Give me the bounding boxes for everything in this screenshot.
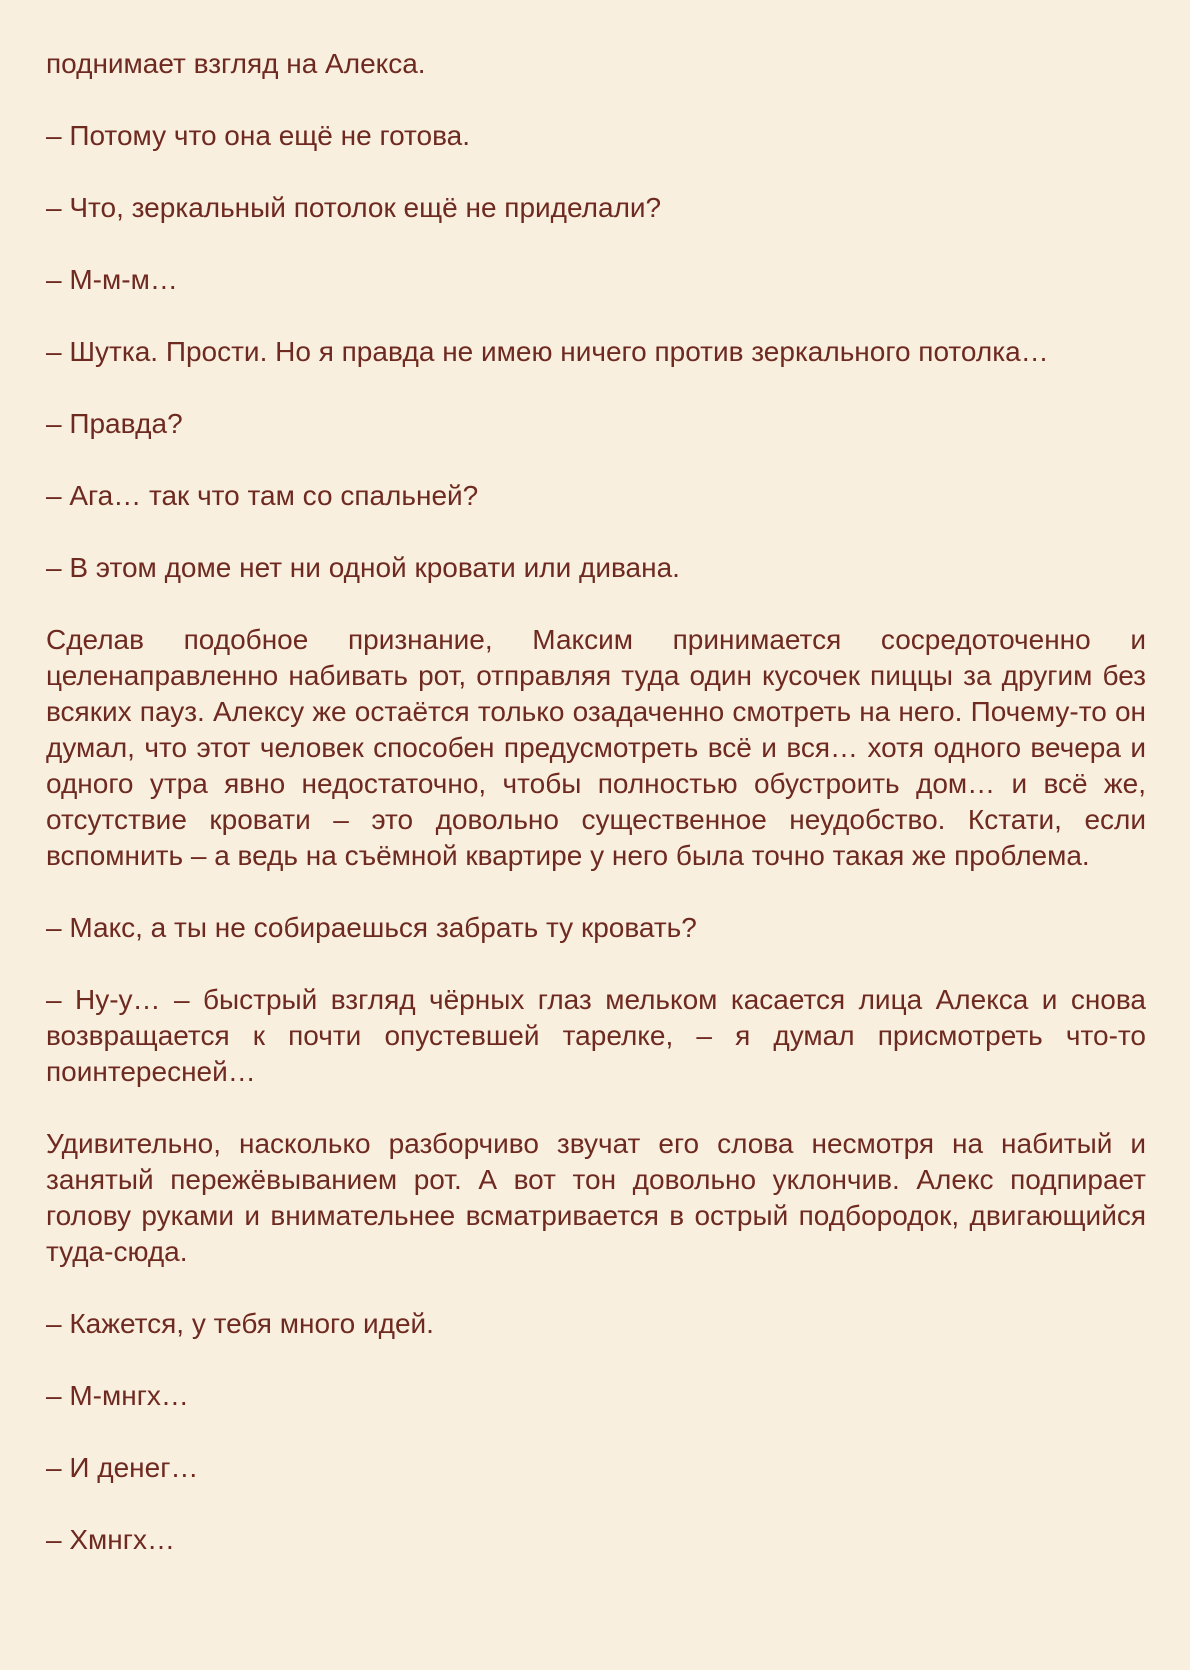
- text-page: [46, 48, 1146, 1594]
- paragraph-1: поднимает взгляд на Алекса.: [46, 48, 426, 79]
- paragraph-15: – И денег…: [46, 1452, 199, 1483]
- paragraph-9: Сделав подобное признание, Максим принимается сосредоточенно и целенаправленно набивать рот, отправляя туда один кусочек пиццы за другим без всяких пауз. Алексу же остаётся только озадаченно смотреть на него. Почему-то он думал, что этот человек способен предусмотреть всё и вся… хотя одного вечера и одного утра явно недостаточно, чтобы полностью обустроить дом… и всё же, отсутствие кровати – это довольно существенное неудобство. Кстати, если вспомнить – а ведь на съёмной квартире у него была точно такая же проблема.: [46, 624, 1146, 871]
- paragraph-3: – Что, зеркальный потолок ещё не приделали?: [46, 192, 662, 223]
- paragraph-6: – Правда?: [46, 408, 183, 439]
- paragraph-10: – Макс, а ты не собираешься забрать ту кровать?: [46, 912, 697, 943]
- paragraph-14: – М-мнгх…: [46, 1380, 189, 1411]
- paragraph-12: Удивительно, насколько разборчиво звучат его слова несмотря на набитый и занятый пережёвыванием рот. А вот тон довольно уклончив. Алекс подпирает голову руками и внимательнее всматривается в острый подбородок, двигающийся туда-сюда.: [46, 1128, 1146, 1267]
- paragraph-4: – М-м-м…: [46, 264, 178, 295]
- paragraph-8: – В этом доме нет ни одной кровати или дивана.: [46, 552, 680, 583]
- paragraph-16: – Хмнгх…: [46, 1524, 175, 1555]
- paragraph-2: – Потому что она ещё не готова.: [46, 120, 471, 151]
- paragraph-13: – Кажется, у тебя много идей.: [46, 1308, 434, 1339]
- paragraph-11: – Ну-у… – быстрый взгляд чёрных глаз мельком касается лица Алекса и снова возвращается к почти опустевшей тарелке, – я думал присмотреть что-то поинтересней…: [46, 984, 1146, 1087]
- paragraph-5: – Шутка. Прости. Но я правда не имею ничего против зеркального потолка…: [46, 336, 1049, 367]
- paragraph-7: – Ага… так что там со спальней?: [46, 480, 479, 511]
